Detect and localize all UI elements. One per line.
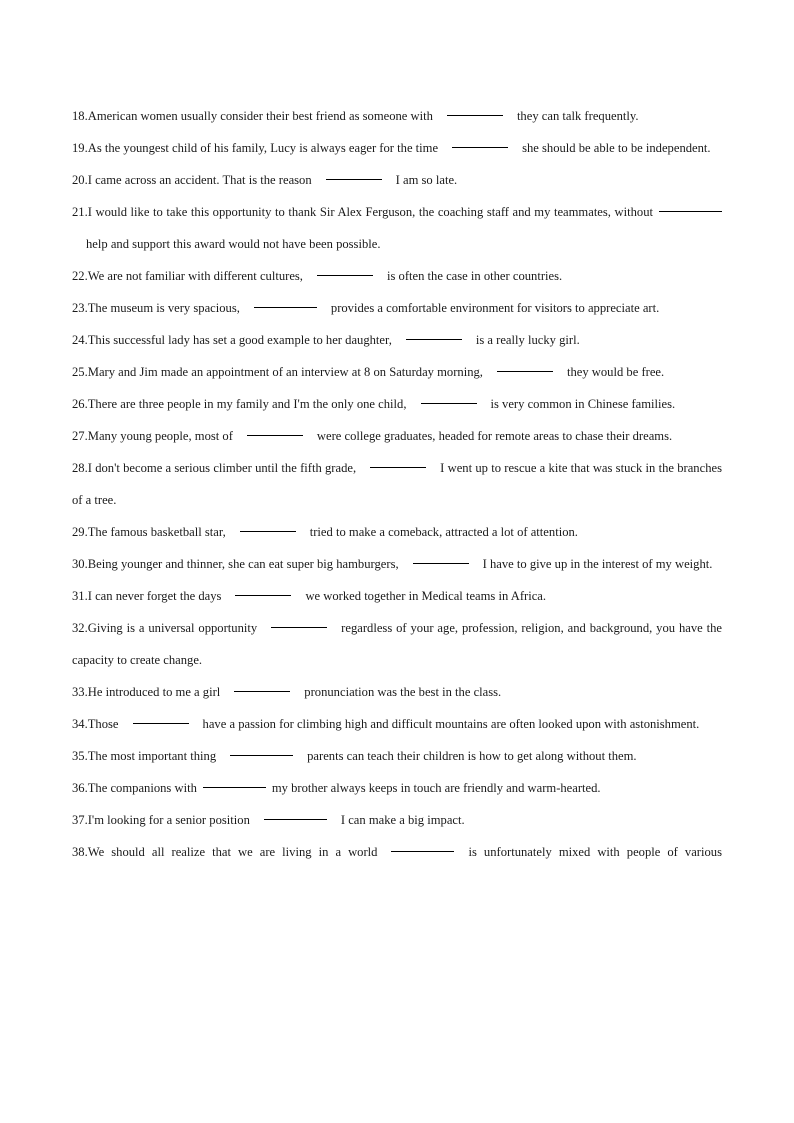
question-text: I have to give up in the interest of my weight.	[482, 557, 713, 571]
question-33	[72, 676, 722, 708]
question-text: 31.I can never forget the days	[72, 589, 222, 603]
answer-blank	[326, 178, 382, 180]
question-37	[72, 804, 722, 836]
question-23	[72, 292, 722, 324]
question-34	[72, 708, 722, 740]
question-text: is very common in Chinese families.	[490, 397, 676, 411]
question-26	[72, 388, 722, 420]
question-text: 30.Being younger and thinner, she can eat super big hamburgers,	[72, 557, 399, 571]
question-text: provides a comfortable environment for visitors to appreciate art.	[330, 301, 660, 315]
question-text: 29.The famous basketball star,	[72, 525, 226, 539]
answer-blank	[421, 402, 477, 404]
question-text: 18.American women usually consider their best friend as someone with	[72, 109, 433, 123]
question-29	[72, 516, 722, 548]
question-text: 35.The most important thing	[72, 749, 217, 763]
question-text: regardless of your age, profession, religion, and background, you have the capacity to create change.	[72, 621, 722, 667]
answer-blank	[254, 306, 317, 308]
answer-blank	[240, 530, 296, 532]
question-text: 25.Mary and Jim made an appointment of an interview at 8 on Saturday morning,	[72, 365, 483, 379]
question-text: pronunciation was the best in the class.	[304, 685, 502, 699]
question-20	[72, 164, 722, 196]
question-text: 20.I came across an accident. That is the reason	[72, 173, 312, 187]
question-text: 37.I'm looking for a senior position	[72, 813, 250, 827]
question-text: have a passion for climbing high and difficult mountains are often looked upon with astonishment.	[202, 717, 700, 731]
question-text: 22.We are not familiar with different cultures,	[72, 269, 303, 283]
question-text: they can talk frequently.	[516, 109, 639, 123]
question-text: 34.Those	[72, 717, 119, 731]
question-text: she should be able to be independent.	[522, 141, 711, 155]
answer-blank	[235, 594, 291, 596]
question-text: were college graduates, headed for remote areas to chase their dreams.	[316, 429, 673, 443]
question-text: we worked together in Medical teams in Africa.	[305, 589, 547, 603]
question-text: I am so late.	[395, 173, 458, 187]
exercise-page	[72, 100, 722, 868]
question-30	[72, 548, 722, 580]
question-text: is often the case in other countries.	[386, 269, 563, 283]
question-24	[72, 324, 722, 356]
question-text: I can make a big impact.	[340, 813, 465, 827]
question-text: 24.This successful lady has set a good example to her daughter,	[72, 333, 392, 347]
answer-blank	[247, 434, 303, 436]
question-text: I went up to rescue a kite that was stuck in the branches of a tree.	[72, 461, 722, 507]
question-27	[72, 420, 722, 452]
question-text: tried to make a comeback, attracted a lot of attention.	[309, 525, 578, 539]
answer-blank	[133, 722, 189, 724]
question-32	[72, 612, 722, 676]
question-28	[72, 452, 722, 516]
question-text: 26.There are three people in my family and I'm the only one child,	[72, 397, 407, 411]
answer-blank	[497, 370, 553, 372]
answer-blank	[230, 754, 293, 756]
answer-blank	[452, 146, 508, 148]
answer-blank	[659, 210, 722, 212]
question-text: 38.We should all realize that we are living in a world	[72, 845, 378, 859]
question-text: parents can teach their children is how to get along without them.	[307, 749, 637, 763]
answer-blank	[271, 626, 327, 628]
question-31	[72, 580, 722, 612]
question-36	[72, 772, 722, 804]
question-38	[72, 836, 722, 868]
answer-blank	[264, 818, 327, 820]
question-35	[72, 740, 722, 772]
question-text: 23.The museum is very spacious,	[72, 301, 240, 315]
question-text: 19.As the youngest child of his family, Lucy is always eager for the time	[72, 141, 439, 155]
answer-blank	[447, 114, 503, 116]
question-18	[72, 100, 722, 132]
answer-blank	[234, 690, 290, 692]
answer-blank	[203, 786, 266, 788]
question-text: 27.Many young people, most of	[72, 429, 233, 443]
question-text: is unfortunately mixed with people of various	[468, 845, 722, 859]
answer-blank	[391, 850, 454, 852]
question-22	[72, 260, 722, 292]
answer-blank	[406, 338, 462, 340]
question-text: they would be free.	[566, 365, 665, 379]
answer-blank	[413, 562, 469, 564]
question-text: 28.I don't become a serious climber until the fifth grade,	[72, 461, 357, 475]
question-19	[72, 132, 722, 164]
question-text: help and support this award would not have been possible.	[86, 237, 381, 251]
answer-blank	[317, 274, 373, 276]
question-text: 21.I would like to take this opportunity to thank Sir Alex Ferguson, the coaching staff and my teammates, without	[72, 205, 653, 219]
question-text: is a really lucky girl.	[475, 333, 580, 347]
answer-blank	[370, 466, 426, 468]
question-21	[72, 196, 722, 260]
question-25	[72, 356, 722, 388]
question-text: 33.He introduced to me a girl	[72, 685, 221, 699]
question-text: 32.Giving is a universal opportunity	[72, 621, 258, 635]
question-text: my brother always keeps in touch are friendly and warm-hearted.	[271, 781, 601, 795]
question-text: 36.The companions with	[72, 781, 197, 795]
